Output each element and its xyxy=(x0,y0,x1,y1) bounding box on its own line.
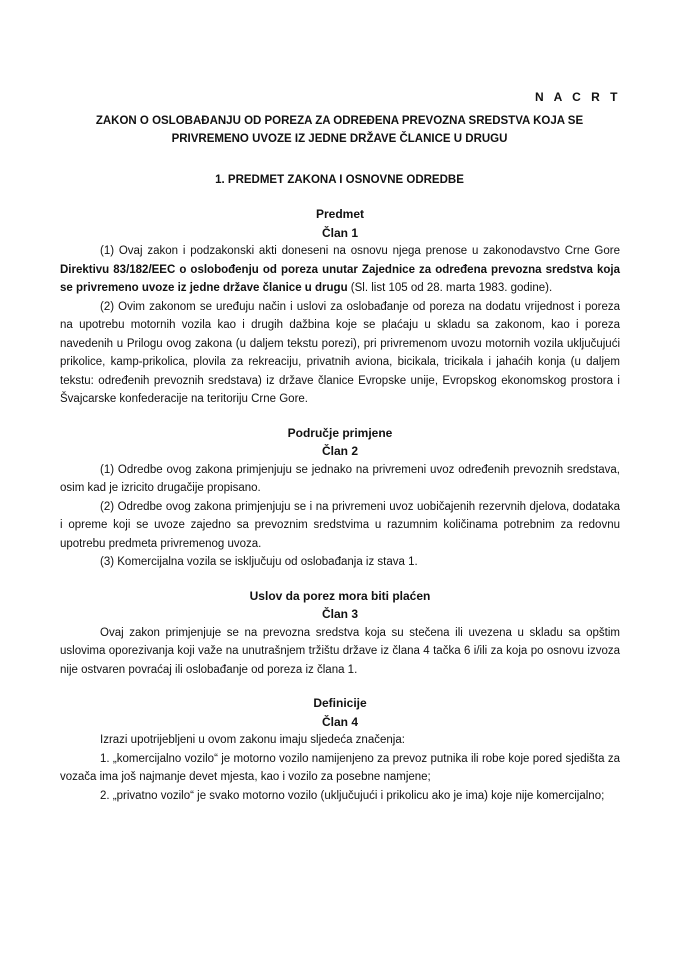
section-heading-definicije: Definicije xyxy=(313,696,367,710)
section-heading-uslov: Uslov da porez mora biti plaćen xyxy=(249,588,431,603)
article-3-label: Član 3 xyxy=(321,607,358,621)
article-4-definition-2: 2. „privatno vozilo“ je svako motorno vozilo (uključujući i prikolicu ako je ima) koje nije komercijalno; xyxy=(100,789,605,802)
article-1-paragraph-2: (2) Ovim zakonom se uređuju način i uslovi za oslobađanje od poreza na dodatu vrijednost i poreza na upotrebu motornih vozila kao i drugih dažbina koje se plaćaju u skladu sa zakonom, kao i poreza navedenih u Prilogu ovog zakona (u daljem tekstu porezi), pri privremenom uvozu motornih vozila uključujući prikolice, kamp-prikolica, plovila za rekreaciju, privatnih aviona, bicikala, tricikala i jahaćih konja (u daljem tekstu: određenih prevoznih sredstava) iz države članice Evropske unije, Evropskog ekonomskog prostora i Švajcarske konfederacije na teritoriju Crne Gore. xyxy=(60,300,620,405)
article-1-label: Član 1 xyxy=(321,225,358,240)
law-title xyxy=(60,112,619,148)
article-1-paragraph-1-text-c: (Sl. list 105 od 28. marta 1983. godine). xyxy=(347,282,553,294)
article-2-paragraph-3: (3) Komercijalna vozila se isključuju od oslobađanja iz stava 1. xyxy=(100,556,418,568)
article-3-paragraph-1: Ovaj zakon primjenjuje se na prevozna sredstva koja su stečena ili uvezena u skladu sa opštim uslovima oporezivanja koji važe na unutrašnjem tržištu države iz člana 4 tačka 6 i/ili za koja po osnovu izvoza nije ostvaren povraćaj ili oslobađanje od poreza iz člana 1. xyxy=(60,626,620,676)
chapter-heading: 1. PREDMET ZAKONA I OSNOVNE ODREDBE xyxy=(215,174,464,186)
article-1-directive-reference: Direktivu 83/182/EEC o oslobođenju od poreza unutar Zajednice za određena prevozna sredstva koja se privremeno uvoze iz jedne države članice u drugu xyxy=(60,263,620,294)
article-4-definition-1: 1. „komercijalno vozilo“ je motorno vozilo namijenjeno za prevoz putnika ili robe koje pored sjedišta za vozača ima još najmanje devet mjesta, kao i vozilo za posebne namjene; xyxy=(60,752,620,783)
section-heading-podrucje-primjene: Područje primjene xyxy=(287,425,393,440)
article-4-intro: Izrazi upotrijebljeni u ovom zakonu imaju sljedeća značenja: xyxy=(100,734,405,746)
draft-label: N A C R T xyxy=(535,90,621,104)
article-1-paragraph-1-text-a: (1) Ovaj zakon i podzakonski akti doneseni na osnovu njega prenose u zakonodavstvo Crne Gore xyxy=(100,245,620,257)
law-title-line-1: ZAKON O OSLOBAĐANJU OD POREZA ZA ODREĐENA PREVOZNA SREDSTVA KOJA SE xyxy=(95,115,584,127)
article-1-paragraph-1 xyxy=(60,242,620,298)
article-2-paragraph-2: (2) Odredbe ovog zakona primjenjuju se i na privremeni uvoz uobičajenih rezervnih djelova, dodataka i opreme koji se uvoze zajedno sa prevoznim sredstvima u razumnim količinama potrebnim za redovnu upotrebu predmeta privremenog uvoza. xyxy=(60,500,620,550)
article-4-label: Član 4 xyxy=(321,714,358,729)
article-2-paragraph-1: (1) Odredbe ovog zakona primjenjuju se jednako na privremeni uvoz određenih prevoznih sredstava, osim kad je izricito drugačije propisano. xyxy=(60,463,620,494)
article-2-label: Član 2 xyxy=(321,444,358,458)
law-title-line-2: PRIVREMENO UVOZE IZ JEDNE DRŽAVE ČLANICE U DRUGU xyxy=(171,133,508,145)
document-body xyxy=(60,205,620,805)
section-heading-predmet: Predmet xyxy=(315,207,365,221)
